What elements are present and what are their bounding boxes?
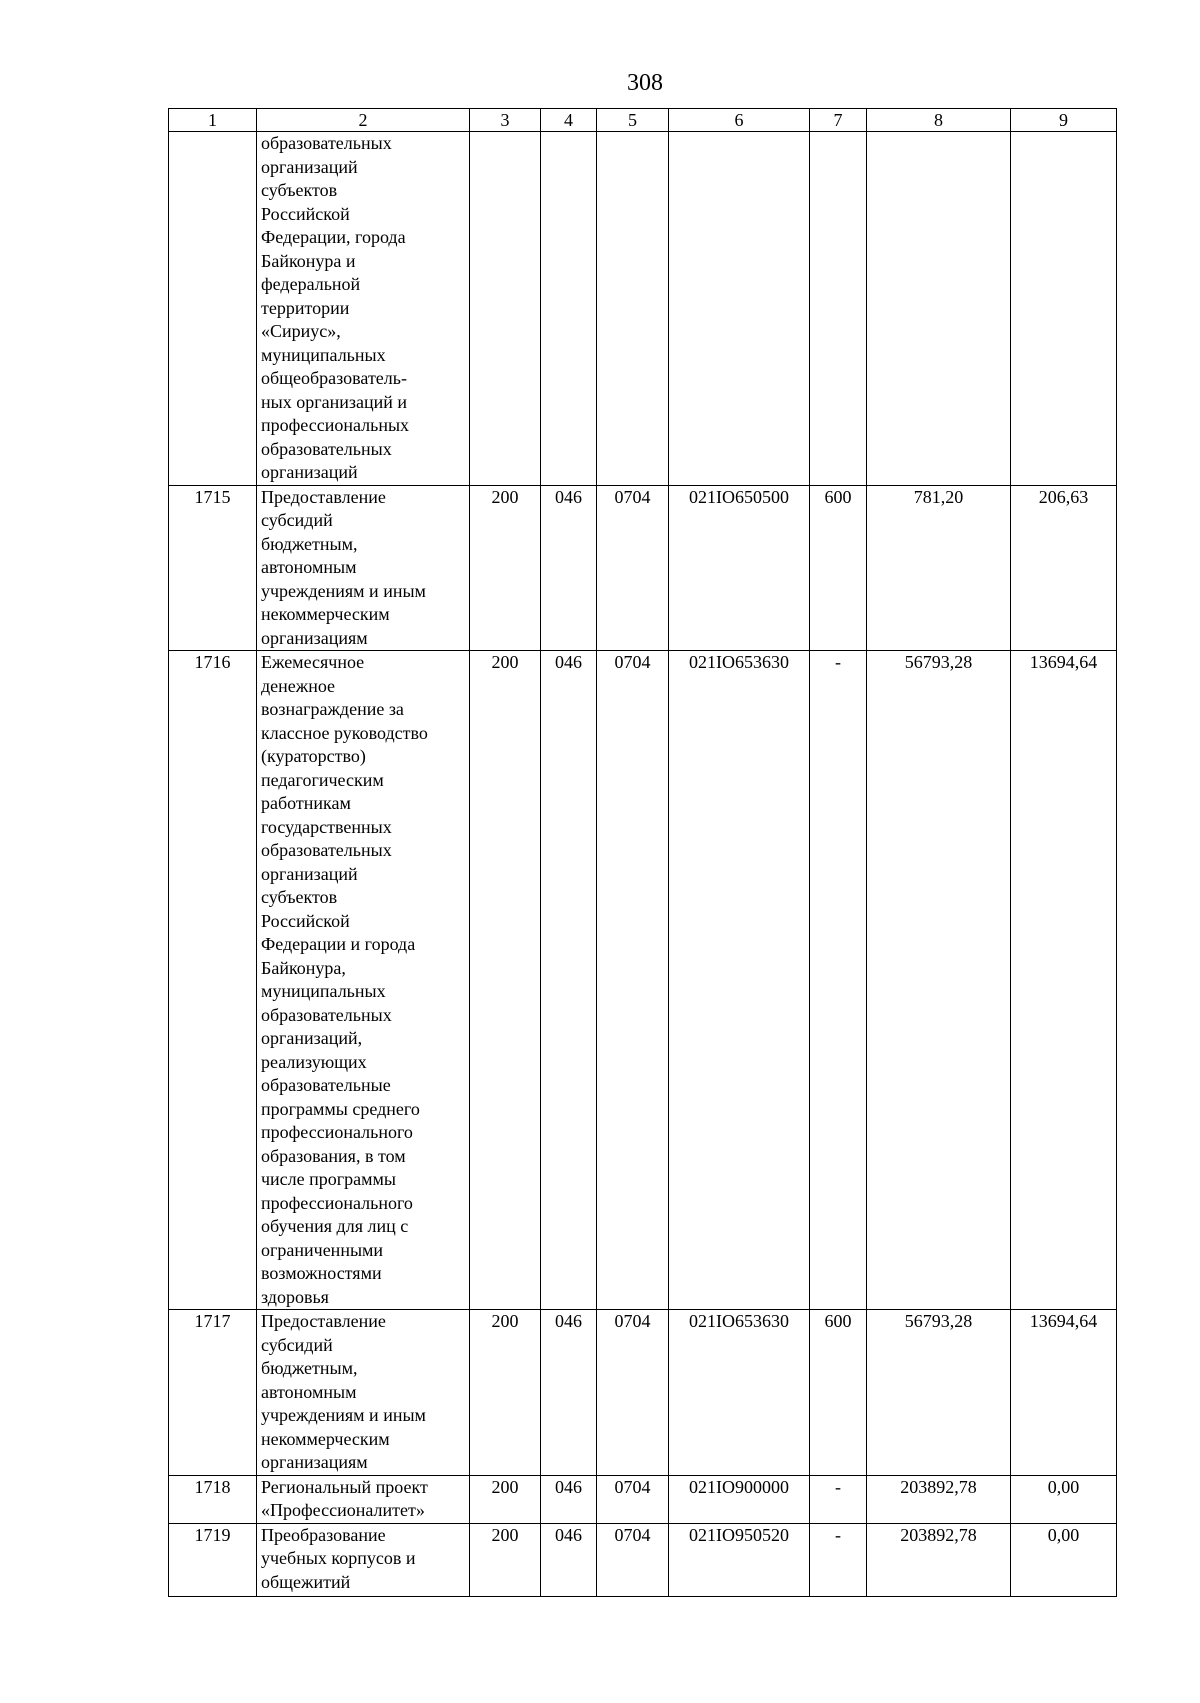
amount-cell: 56793,28 <box>867 1310 1011 1476</box>
description-line: профессионального <box>261 1122 413 1142</box>
description-line: Федерации и города <box>261 934 416 954</box>
description-line: учреждениям и иным <box>261 1405 426 1425</box>
description-line: «Профессионалитет» <box>261 1500 425 1520</box>
table-row <box>169 132 1117 486</box>
description-line: субсидий <box>261 1334 333 1355</box>
row-number-cell: 1716 <box>169 651 257 1310</box>
description-line: образования, в том <box>261 1145 406 1166</box>
row-number-cell: 1715 <box>169 485 257 651</box>
description-line: учебных корпусов и <box>261 1548 416 1568</box>
table-row <box>169 485 1117 651</box>
description-line: реализующих <box>261 1051 367 1072</box>
amount-cell: 0,00 <box>1011 1523 1117 1596</box>
description-line: Преобразование <box>261 1524 386 1545</box>
description-line: бюджетным, <box>261 1358 358 1378</box>
subsection-code-cell <box>597 132 669 486</box>
row-number-cell: 1718 <box>169 1475 257 1523</box>
table-row <box>169 1475 1117 1523</box>
table-row <box>169 651 1117 1310</box>
description-line: Байконура и <box>261 250 356 271</box>
amount-cell: 206,63 <box>1011 485 1117 651</box>
description-line: бюджетным, <box>261 533 358 554</box>
description-line: «Сириус», <box>261 321 341 341</box>
description-cell <box>257 1475 470 1523</box>
description-line: организациям <box>261 627 368 648</box>
description-line: программы среднего <box>261 1098 420 1119</box>
column-header: 1 <box>169 109 257 132</box>
description-line: денежное <box>261 675 336 696</box>
ministry-code-cell <box>470 132 541 486</box>
amount-cell: 13694,64 <box>1011 1310 1117 1476</box>
header-row <box>169 109 1117 132</box>
description-line: общеобразователь- <box>261 368 407 388</box>
description-line: организаций <box>261 156 358 177</box>
description-line: Предоставление <box>261 1311 386 1331</box>
section-code-cell: 046 <box>541 1310 597 1476</box>
description-line: ограниченными <box>261 1239 384 1260</box>
column-header: 5 <box>597 109 669 132</box>
column-header: 8 <box>867 109 1011 132</box>
expense-type-cell: - <box>810 1523 867 1596</box>
target-article-cell: 021IО950520 <box>669 1523 810 1596</box>
budget-table <box>168 108 1117 1597</box>
description-line: Российской <box>261 203 350 224</box>
subsection-code-cell: 0704 <box>597 1523 669 1596</box>
description-cell <box>257 485 470 651</box>
expense-type-cell: - <box>810 1475 867 1523</box>
description-line: некоммерческим <box>261 604 390 624</box>
description-line: образовательных <box>261 133 392 153</box>
description-line: субсидий <box>261 510 333 530</box>
description-line: (кураторство) <box>261 746 366 766</box>
description-line: субъектов <box>261 887 338 907</box>
target-article-cell: 021IО650500 <box>669 485 810 651</box>
description-line: вознаграждение за <box>261 699 404 719</box>
expense-type-cell: 600 <box>810 1310 867 1476</box>
amount-cell: 0,00 <box>1011 1475 1117 1523</box>
table-row <box>169 1523 1117 1596</box>
description-line: государственных <box>261 816 392 837</box>
description-line: образовательных <box>261 1004 392 1025</box>
description-line: Предоставление <box>261 486 386 507</box>
description-line: обучения для лиц с <box>261 1216 409 1236</box>
description-line: автономным <box>261 557 357 577</box>
target-article-cell: 021IО653630 <box>669 651 810 1310</box>
subsection-code-cell: 0704 <box>597 651 669 1310</box>
description-line: числе программы <box>261 1169 397 1189</box>
description-cell <box>257 1523 470 1596</box>
description-line: федеральной <box>261 274 361 294</box>
amount-cell <box>1011 132 1117 486</box>
row-number-cell <box>169 132 257 486</box>
description-line: Федерации, города <box>261 227 406 247</box>
ministry-code-cell: 200 <box>470 651 541 1310</box>
row-number-cell: 1719 <box>169 1523 257 1596</box>
description-line: автономным <box>261 1381 357 1402</box>
target-article-cell: 021IО900000 <box>669 1475 810 1523</box>
expense-type-cell <box>810 132 867 486</box>
section-code-cell <box>541 132 597 486</box>
description-line: общежитий <box>261 1571 351 1592</box>
description-line: Ежемесячное <box>261 652 365 672</box>
description-cell <box>257 1310 470 1476</box>
description-line: образовательные <box>261 1075 391 1095</box>
amount-cell: 203892,78 <box>867 1523 1011 1596</box>
description-line: Байконура, <box>261 957 346 978</box>
section-code-cell: 046 <box>541 1523 597 1596</box>
amount-cell: 13694,64 <box>1011 651 1117 1310</box>
description-cell <box>257 651 470 1310</box>
subsection-code-cell: 0704 <box>597 485 669 651</box>
description-line: некоммерческим <box>261 1428 390 1449</box>
ministry-code-cell: 200 <box>470 485 541 651</box>
description-line: учреждениям и иным <box>261 580 426 601</box>
description-line: здоровья <box>261 1286 329 1307</box>
target-article-cell <box>669 132 810 486</box>
description-line: образовательных <box>261 840 392 860</box>
ministry-code-cell: 200 <box>470 1475 541 1523</box>
amount-cell: 56793,28 <box>867 651 1011 1310</box>
column-header: 2 <box>257 109 470 132</box>
description-line: Российской <box>261 910 350 931</box>
description-line: педагогическим <box>261 769 384 790</box>
expense-type-cell: 600 <box>810 485 867 651</box>
description-line: работникам <box>261 793 351 813</box>
column-header: 3 <box>470 109 541 132</box>
row-number-cell: 1717 <box>169 1310 257 1476</box>
description-line: профессиональных <box>261 415 410 435</box>
section-code-cell: 046 <box>541 651 597 1310</box>
expense-type-cell: - <box>810 651 867 1310</box>
table-body <box>169 132 1117 1597</box>
subsection-code-cell: 0704 <box>597 1475 669 1523</box>
description-cell <box>257 132 470 486</box>
amount-cell: 781,20 <box>867 485 1011 651</box>
description-line: территории <box>261 297 350 318</box>
description-line: образовательных <box>261 438 392 459</box>
column-header: 4 <box>541 109 597 132</box>
subsection-code-cell: 0704 <box>597 1310 669 1476</box>
description-line: Региональный проект <box>261 1476 428 1497</box>
ministry-code-cell: 200 <box>470 1523 541 1596</box>
ministry-code-cell: 200 <box>470 1310 541 1476</box>
amount-cell <box>867 132 1011 486</box>
section-code-cell: 046 <box>541 1475 597 1523</box>
section-code-cell: 046 <box>541 485 597 651</box>
description-line: организаций <box>261 462 358 482</box>
description-line: муниципальных <box>261 344 386 365</box>
description-line: профессионального <box>261 1192 413 1213</box>
description-line: организаций, <box>261 1028 363 1048</box>
column-header: 9 <box>1011 109 1117 132</box>
description-line: возможностями <box>261 1263 382 1283</box>
description-line: муниципальных <box>261 981 386 1001</box>
description-line: ных организаций и <box>261 391 407 412</box>
table-row <box>169 1310 1117 1476</box>
column-header: 6 <box>669 109 810 132</box>
amount-cell: 203892,78 <box>867 1475 1011 1523</box>
description-line: организациям <box>261 1452 368 1472</box>
target-article-cell: 021IО653630 <box>669 1310 810 1476</box>
column-header: 7 <box>810 109 867 132</box>
description-line: классное руководство <box>261 722 428 743</box>
description-line: организаций <box>261 863 358 884</box>
description-line: субъектов <box>261 180 338 200</box>
page-number: 308 <box>627 70 663 96</box>
